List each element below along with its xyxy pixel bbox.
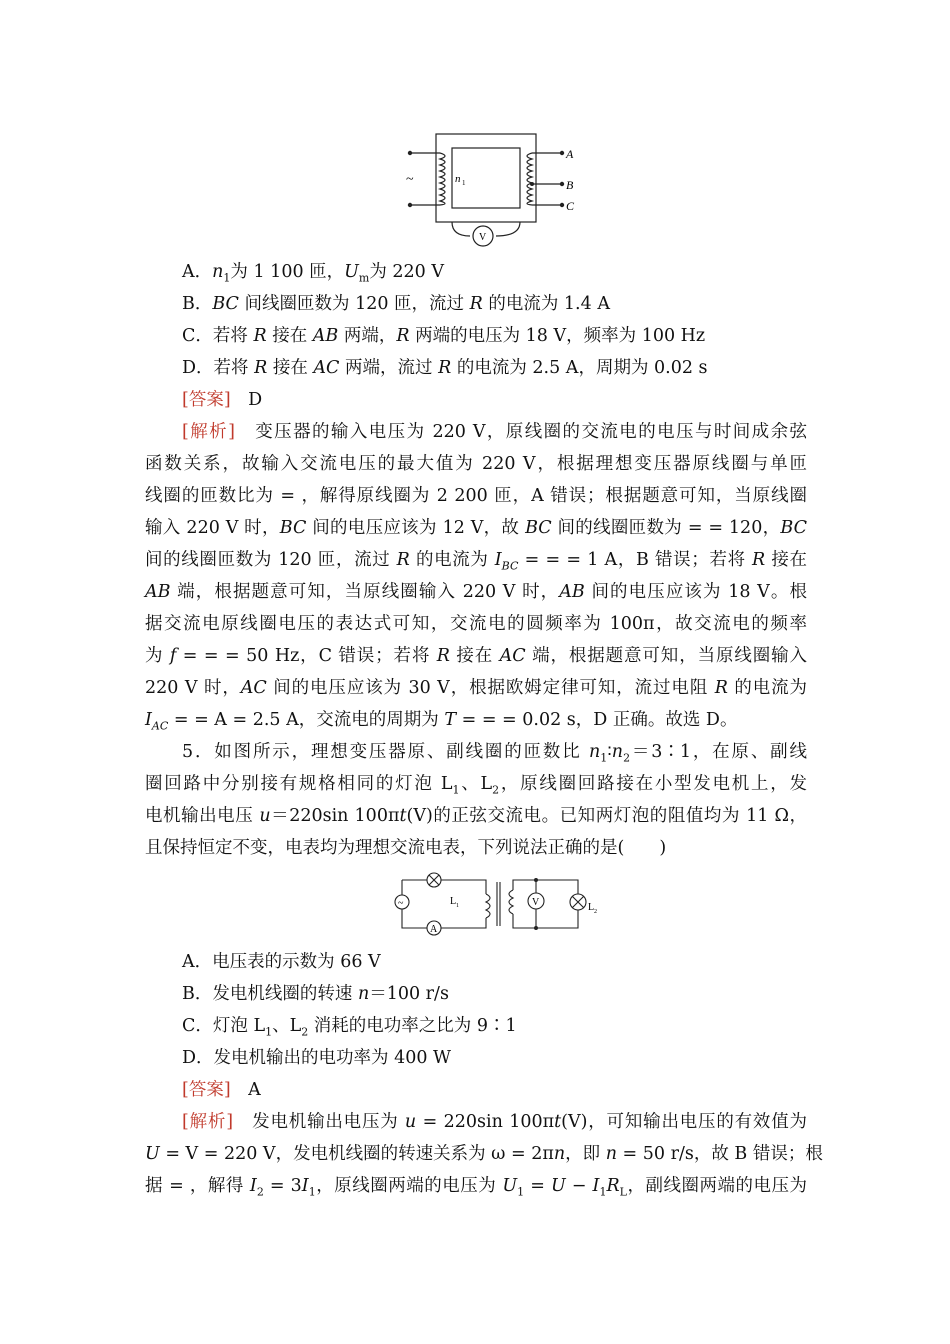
q4-option-b: B．BC 间线圈匝数为 120 匝，流过 R 的电流为 1.4 A — [182, 294, 610, 314]
q5-option-a: A．电压表的示数为 66 V — [182, 952, 381, 972]
q4-analysis-line-10: $I_{AC}$ = = A = 2.5 A，交流电的周期为 T = = = 0.02 s，D 正确。故选 D。 — [145, 710, 738, 733]
q4-analysis-line-8: 为 f = = = 50 Hz，C 错误；若将 R 接在 AC 端，根据题意可知，当原线圈输入 — [145, 646, 807, 666]
q4-analysis-line-9: 220 V 时，AC 间的电压应该为 30 V，根据欧姆定律可知，流过电阻 R 的电流为 — [145, 678, 808, 698]
n1-label: n — [455, 173, 461, 185]
q4-analysis-line-3: 线圈的匝数比为 = ，解得原线圈为 2 200 匝，A 错误；根据题意可知，当原线圈 — [145, 486, 807, 506]
terminal-b-label: B — [566, 178, 574, 192]
voltmeter-label: V — [479, 232, 487, 243]
q5-answer: [答案] A — [182, 1080, 261, 1100]
q4-option-d: D．若将 R 接在 AC 两端，流过 R 的电流为 2.5 A，周期为 0.02 s — [182, 358, 708, 378]
q4-answer: [答案] D — [182, 390, 263, 410]
terminal-a-label: A — [566, 147, 574, 161]
l2-label: L — [588, 902, 595, 913]
q4-option-a: A．$n_1$为 1 100 匝，$U_m$为 220 V — [182, 262, 445, 285]
q5-stem-line-4: 且保持恒定不变，电表均为理想交流电表，下列说法正确的是( ) — [145, 838, 667, 858]
q5-option-c: C．灯泡 $L_1$、$L_2$ 消耗的电功率之比为 9∶1 — [182, 1016, 517, 1039]
q4-analysis-line-6: AB 端，根据题意可知，当原线圈输入 220 V 时，AB 间的电压应该为 18 V。根 — [145, 582, 808, 602]
l1-label: L — [450, 896, 457, 907]
ac-source-symbol: ~ — [406, 172, 414, 187]
q5-analysis-line-2: U = V = 220 V，发电机线圈的转速关系为 ω = 2πn，即 n = 50 r/s，故 B 错误；根 — [145, 1144, 823, 1164]
n1-subscript: 1 — [462, 179, 466, 187]
q5-analysis-line-3: 据 = ，解得 $I_2 = 3I_1$，原线圈两端的电压为 $U_1 = U - I_1R_L$，副线圈两端的电压为 — [145, 1176, 808, 1199]
q5-option-d: D．发电机输出的电功率为 400 W — [182, 1048, 452, 1068]
q4-analysis-line-4: 输入 220 V 时，BC 间的电压应该为 12 V，故 BC 间的线圈匝数为 = = 120，BC — [145, 518, 807, 538]
q4-analysis-line-5: 间的线圈匝数为 120 匝，流过 R 的电流为 $I_{BC}$ = = = 1 A，B 错误；若将 R 接在 — [145, 550, 807, 573]
q5-stem-line-2: 圈回路中分别接有规格相同的灯泡 $L_1$、$L_2$，原线圈回路接在小型发电机上，发 — [145, 774, 808, 797]
circuit-figure — [390, 868, 610, 942]
q4-analysis-line-2: 函数关系，故输入交流电压的最大值为 220 V，根据理想变压器原线圈与单匝 — [145, 454, 807, 474]
ac-source-symbol: ~ — [398, 898, 404, 909]
voltmeter-label: V — [532, 897, 540, 908]
terminal-c-label: C — [566, 199, 575, 213]
q5-stem-line-1: 5．如图所示，理想变压器原、副线圈的匝数比 $n_1∶n_2=3∶1$，在原、副线 — [182, 742, 807, 765]
q4-analysis-line-7: 据交流电原线圈电压的表达式可知，交流电的圆频率为 100π，故交流电的频率 — [145, 614, 807, 634]
l1-subscript: 1 — [456, 903, 459, 909]
q5-stem-line-3: 电机输出电压 u＝220sin 100πt(V)的正弦交流电。已知两灯泡的阻值均为 11 Ω， — [145, 806, 808, 826]
q4-option-c: C．若将 R 接在 AB 两端，R 两端的电压为 18 V，频率为 100 Hz — [182, 326, 706, 346]
q5-analysis-line-1: [解析] 发电机输出电压为 u = 220sin 100πt(V)，可知输出电压的有效值为 — [182, 1112, 808, 1132]
l2-subscript: 2 — [594, 909, 597, 915]
q5-option-b: B．发电机线圈的转速 n＝100 r/s — [182, 984, 449, 1004]
q4-analysis-line-1: [解析] 变压器的输入电压为 220 V，原线圈的交流电的电压与时间成余弦 — [182, 422, 808, 442]
transformer-figure — [400, 128, 590, 253]
ammeter-label: A — [430, 924, 438, 935]
